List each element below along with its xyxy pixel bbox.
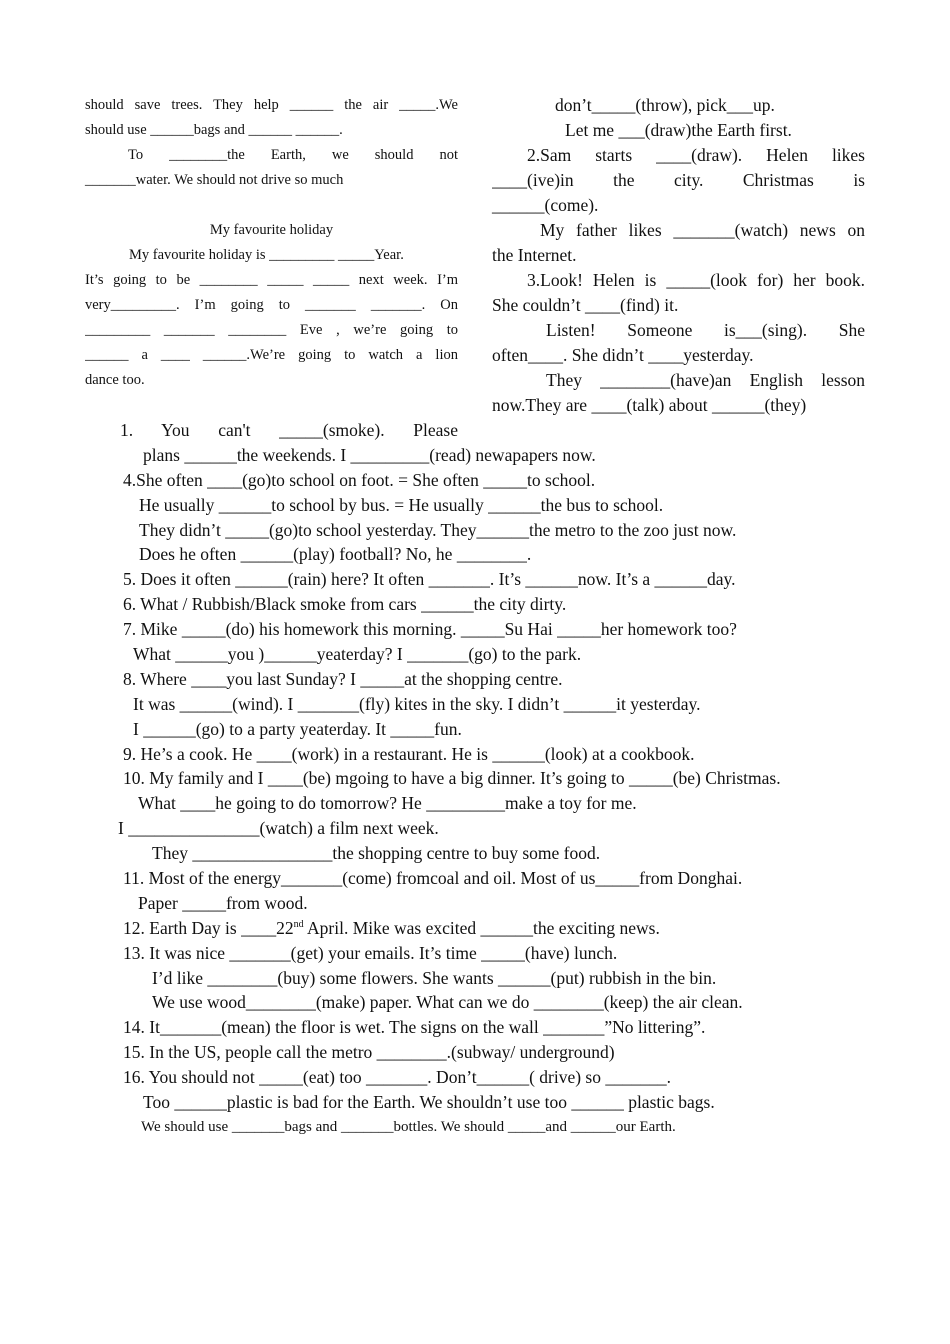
right-line-12: They ________(have)an English lesson [546, 370, 865, 390]
left-column [85, 93, 458, 393]
right-column [492, 93, 865, 418]
exercise-line-1: 1. You can't _____(smoke). Please [120, 420, 458, 440]
exercise-line-20: Paper _____from wood. [138, 892, 308, 913]
ordinal-suffix: nd [293, 918, 304, 930]
exercise-line-29: We should use _______bags and _______bottles. We should _____and ______our Earth. [141, 1118, 676, 1135]
exercise-line-15: 10. My family and I ____(be) mgoing to have a big dinner. It’s going to _____(be) Christmas. [123, 768, 781, 789]
exercise-line-21-start: 12. Earth Day is ____22 [123, 917, 294, 938]
left-line-3: To ________the Earth, we should not [128, 147, 458, 163]
exercise-line-3: 4.She often ____(go)to school on foot. = She often _____to school. [123, 469, 596, 490]
exercise-line-8: 6. What / Rubbish/Black smoke from cars ______the city dirty. [123, 594, 567, 615]
right-line-4: ____(ive)in the city. Christmas is [492, 170, 865, 190]
left-line-8: It’s going to be ________ _____ _____ next week. I’m [85, 272, 458, 288]
left-line-11: ______ a ____ ______.We’re going to watch a lion [85, 347, 458, 363]
left-line-2: should use ______bags and ______ ______. [85, 122, 343, 138]
exercise-line-4: He usually ______to school by bus. = He usually ______the bus to school. [139, 494, 664, 515]
exercise-line-17: I _______________(watch) a film next week. [118, 818, 439, 839]
exercise-line-21 [123, 916, 950, 941]
exercise-line-16: What ____he going to do tomorrow? He _________make a toy for me. [138, 793, 637, 814]
right-line-7: the Internet. [492, 245, 577, 265]
right-line-8: 3.Look! Helen is _____(look for) her book. [527, 270, 865, 290]
exercise-line-27: 16. You should not _____(eat) too _______. Don’t______( drive) so _______. [123, 1067, 671, 1088]
exercise-line-9: 7. Mike _____(do) his homework this morning. _____Su Hai _____her homework too? [123, 619, 737, 640]
exercise-list [0, 418, 950, 1140]
exercise-line-24: We use wood________(make) paper. What can we do ________(keep) the air clean. [152, 992, 743, 1013]
right-line-2: Let me ___(draw)the Earth first. [565, 120, 792, 140]
exercise-line-12: It was ______(wind). I _______(fly) kites in the sky. I didn’t ______it yesterday. [133, 693, 701, 714]
right-line-11: often____. She didn’t ____yesterday. [492, 345, 754, 365]
right-line-3: 2.Sam starts ____(draw). Helen likes [527, 145, 865, 165]
right-line-13: now.They are ____(talk) about ______(they) [492, 395, 807, 415]
exercise-line-11: 8. Where ____you last Sunday? I _____at the shopping centre. [123, 668, 563, 689]
exercise-line-7: 5. Does it often ______(rain) here? It often _______. It’s ______now. It’s a ______day. [123, 569, 736, 590]
left-line-4: _______water. We should not drive so much [85, 172, 344, 188]
left-blank-line [85, 193, 458, 218]
exercise-line-28: Too ______plastic is bad for the Earth. We shouldn’t use too ______ plastic bags. [143, 1092, 715, 1113]
exercise-line-5: They didn’t _____(go)to school yesterday. They______the metro to the zoo just now. [139, 519, 737, 540]
exercise-line-14: 9. He’s a cook. He ____(work) in a restaurant. He is ______(look) at a cookbook. [123, 743, 695, 764]
exercise-line-2: plans ______the weekends. I _________(read) newapapers now. [143, 444, 596, 465]
exercise-line-23: I’d like ________(buy) some flowers. She wants ______(put) rubbish in the bin. [152, 967, 717, 988]
left-line-12: dance too. [85, 372, 145, 388]
left-line-9: very_________. I’m going to _______ _______. On [85, 297, 458, 313]
right-line-1: don’t_____(throw), pick___up. [555, 95, 775, 115]
exercise-line-26: 15. In the US, people call the metro ________.(subway/ underground) [123, 1042, 615, 1063]
right-line-10: Listen! Someone is___(sing). She [546, 320, 865, 340]
exercise-line-22: 13. It was nice _______(get) your emails. It’s time _____(have) lunch. [123, 942, 618, 963]
exercise-line-6: Does he often ______(play) football? No, he ________. [139, 544, 532, 565]
exercise-line-21-end: April. Mike was excited ______the exciting news. [303, 917, 660, 938]
exercise-line-13: I ______(go) to a party yeaterday. It _____fun. [133, 718, 462, 739]
right-line-6: My father likes _______(watch) news on [540, 220, 865, 240]
section-title-favourite-holiday: My favourite holiday [209, 222, 334, 238]
exercise-line-10: What ______you )______yeaterday? I _______(go) to the park. [133, 644, 582, 665]
left-line-1: should save trees. They help ______ the air _____.We [85, 97, 458, 113]
left-line-7: My favourite holiday is _________ _____Year. [129, 247, 404, 263]
left-line-10: _________ _______ ________ Eve , we’re going to [85, 322, 458, 338]
exercise-line-25: 14. It_______(mean) the floor is wet. The signs on the wall _______”No littering”. [123, 1017, 706, 1038]
right-line-9: She couldn’t ____(find) it. [492, 295, 679, 315]
exercise-line-18: They ________________the shopping centre to buy some food. [152, 843, 601, 864]
right-line-5: ______(come). [492, 195, 599, 215]
exercise-line-19: 11. Most of the energy_______(come) fromcoal and oil. Most of us_____from Donghai. [123, 868, 743, 889]
